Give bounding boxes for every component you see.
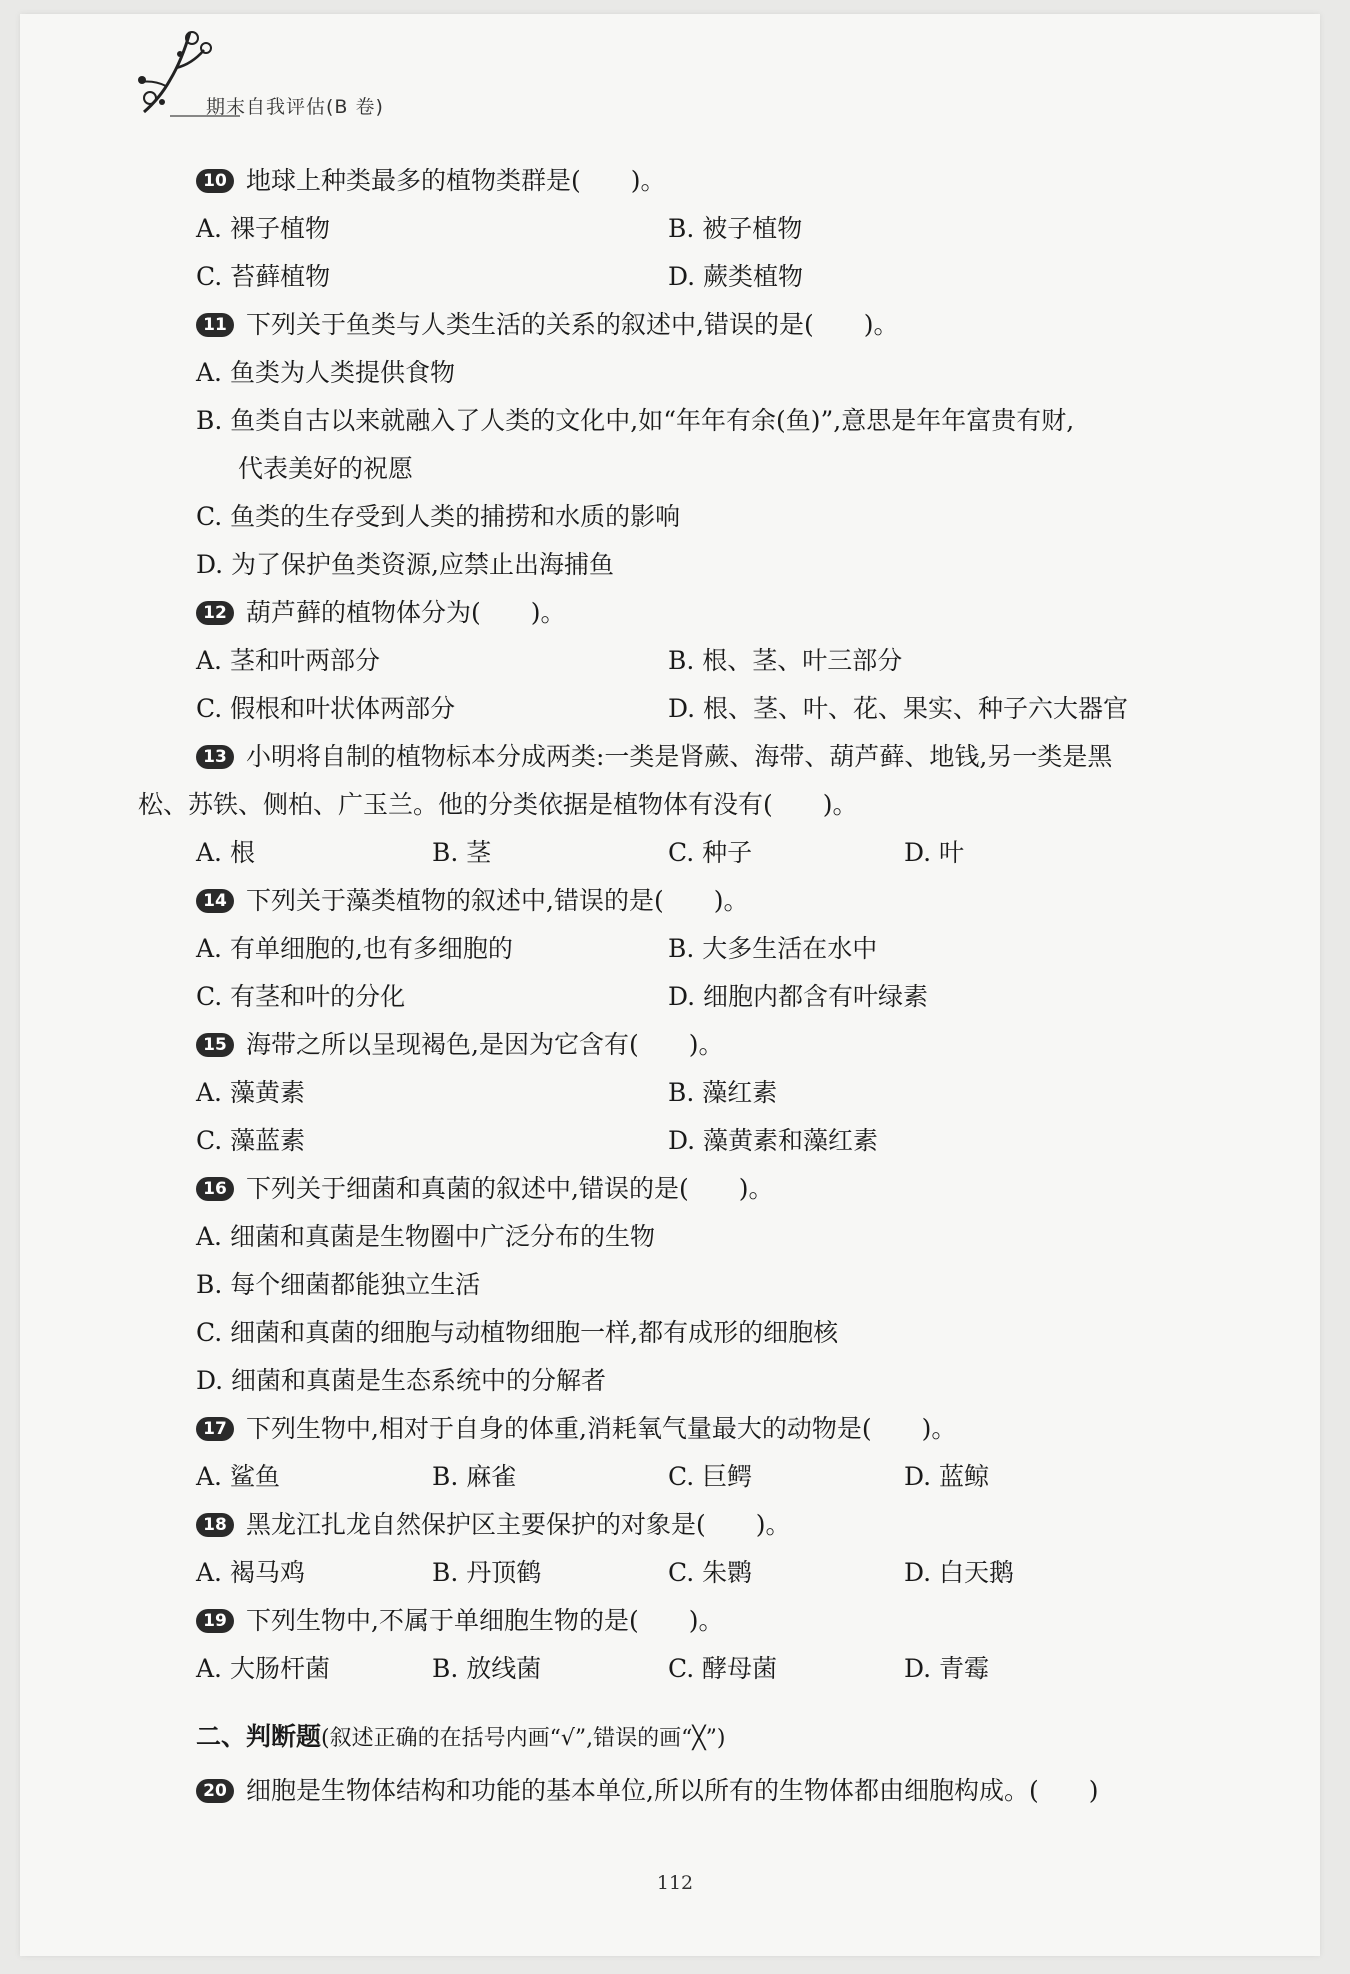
option-c: C. 假根和叶状体两部分 bbox=[196, 694, 456, 723]
section-title: 二、判断题 bbox=[196, 1722, 322, 1751]
page-header bbox=[130, 20, 430, 130]
option-d: D. 蓝鲸 bbox=[904, 1462, 990, 1491]
option-c: C. 巨鳄 bbox=[668, 1462, 753, 1491]
question-12 bbox=[196, 598, 566, 628]
question-number-badge: 19 bbox=[196, 1609, 234, 1633]
question-14 bbox=[196, 886, 748, 916]
question-number-badge: 14 bbox=[196, 889, 234, 913]
option-a: A. 根 bbox=[196, 838, 255, 867]
question-number-badge: 12 bbox=[196, 601, 234, 625]
header-title: 期末自我评估(B 卷) bbox=[206, 96, 384, 118]
option-c: C. 种子 bbox=[668, 838, 753, 867]
question-13-continuation: 松、苏铁、侧柏、广玉兰。他的分类依据是植物体有没有( )。 bbox=[138, 790, 858, 819]
option-d: D. 细菌和真菌是生态系统中的分解者 bbox=[196, 1366, 607, 1395]
question-number-badge: 17 bbox=[196, 1417, 234, 1441]
option-b: B. 茎 bbox=[432, 838, 492, 867]
option-b: B. 根、茎、叶三部分 bbox=[668, 646, 903, 675]
question-number-badge: 18 bbox=[196, 1513, 234, 1537]
option-a: A. 褐马鸡 bbox=[196, 1558, 305, 1587]
question-text: 海带之所以呈现褐色,是因为它含有( )。 bbox=[246, 1030, 724, 1059]
option-d: D. 藻黄素和藻红素 bbox=[668, 1126, 879, 1155]
question-number-badge: 10 bbox=[196, 169, 234, 193]
question-number-badge: 11 bbox=[196, 313, 234, 337]
option-d: D. 白天鹅 bbox=[904, 1558, 1015, 1587]
option-c: C. 藻蓝素 bbox=[196, 1126, 306, 1155]
question-number-badge: 13 bbox=[196, 745, 234, 769]
option-d: D. 叶 bbox=[904, 838, 965, 867]
option-b: B. 放线菌 bbox=[432, 1654, 542, 1683]
page-number: 112 bbox=[656, 1872, 694, 1894]
option-a: A. 藻黄素 bbox=[196, 1078, 305, 1107]
option-b: B. 大多生活在水中 bbox=[668, 934, 878, 963]
option-b: B. 藻红素 bbox=[668, 1078, 778, 1107]
option-a: A. 裸子植物 bbox=[196, 214, 330, 243]
question-text: 地球上种类最多的植物类群是( )。 bbox=[246, 166, 666, 195]
option-c: C. 鱼类的生存受到人类的捕捞和水质的影响 bbox=[196, 502, 681, 531]
option-d: D. 根、茎、叶、花、果实、种子六大器官 bbox=[668, 694, 1129, 723]
option-c: C. 朱鹮 bbox=[668, 1558, 753, 1587]
option-a: A. 大肠杆菌 bbox=[196, 1654, 330, 1683]
question-text: 下列生物中,不属于单细胞生物的是( )。 bbox=[246, 1606, 724, 1635]
section-instructions: (叙述正确的在括号内画“√”,错误的画“╳”) bbox=[321, 1726, 726, 1751]
question-10 bbox=[196, 166, 666, 196]
option-a: A. 鱼类为人类提供食物 bbox=[196, 358, 455, 387]
question-text: 下列生物中,相对于自身的体重,消耗氧气量最大的动物是( )。 bbox=[246, 1414, 957, 1443]
option-a: A. 茎和叶两部分 bbox=[196, 646, 380, 675]
option-a: A. 有单细胞的,也有多细胞的 bbox=[196, 934, 513, 963]
section-heading bbox=[196, 1722, 725, 1754]
question-text: 下列关于藻类植物的叙述中,错误的是( )。 bbox=[246, 886, 749, 915]
question-text: 葫芦藓的植物体分为( )。 bbox=[246, 598, 566, 627]
option-d: D. 青霉 bbox=[904, 1654, 990, 1683]
question-16 bbox=[196, 1174, 773, 1204]
question-17 bbox=[196, 1414, 956, 1444]
question-13 bbox=[196, 742, 1112, 772]
question-number-badge: 16 bbox=[196, 1177, 234, 1201]
question-text: 黑龙江扎龙自然保护区主要保护的对象是( )。 bbox=[246, 1510, 791, 1539]
option-c: C. 有茎和叶的分化 bbox=[196, 982, 406, 1011]
question-number-badge: 15 bbox=[196, 1033, 234, 1057]
option-b: B. 被子植物 bbox=[668, 214, 803, 243]
question-18 bbox=[196, 1510, 791, 1540]
question-text: 下列关于细菌和真菌的叙述中,错误的是( )。 bbox=[246, 1174, 774, 1203]
question-11 bbox=[196, 310, 898, 340]
option-d: D. 细胞内都含有叶绿素 bbox=[668, 982, 929, 1011]
question-text: 细胞是生物体结构和功能的基本单位,所以所有的生物体都由细胞构成。( ) bbox=[246, 1776, 1099, 1805]
option-c: C. 苔藓植物 bbox=[196, 262, 331, 291]
option-c: C. 酵母菌 bbox=[668, 1654, 778, 1683]
option-b: B. 丹顶鹤 bbox=[432, 1558, 542, 1587]
question-number-badge: 20 bbox=[196, 1779, 234, 1803]
question-20 bbox=[196, 1776, 1098, 1806]
option-b: B. 鱼类自古以来就融入了人类的文化中,如“年年有余(鱼)”,意思是年年富贵有财, bbox=[196, 406, 1075, 435]
question-text: 下列关于鱼类与人类生活的关系的叙述中,错误的是( )。 bbox=[246, 310, 899, 339]
question-text: 小明将自制的植物标本分成两类:一类是肾蕨、海带、葫芦藓、地钱,另一类是黑 bbox=[246, 742, 1113, 771]
option-a: A. 细菌和真菌是生物圈中广泛分布的生物 bbox=[196, 1222, 655, 1251]
option-d: D. 为了保护鱼类资源,应禁止出海捕鱼 bbox=[196, 550, 614, 579]
option-c: C. 细菌和真菌的细胞与动植物细胞一样,都有成形的细胞核 bbox=[196, 1318, 839, 1347]
question-19 bbox=[196, 1606, 723, 1636]
option-a: A. 鲨鱼 bbox=[196, 1462, 280, 1491]
option-d: D. 蕨类植物 bbox=[668, 262, 804, 291]
option-b: B. 每个细菌都能独立生活 bbox=[196, 1270, 481, 1299]
question-15 bbox=[196, 1030, 723, 1060]
option-b: B. 麻雀 bbox=[432, 1462, 517, 1491]
option-b-continuation: 代表美好的祝愿 bbox=[238, 454, 414, 483]
